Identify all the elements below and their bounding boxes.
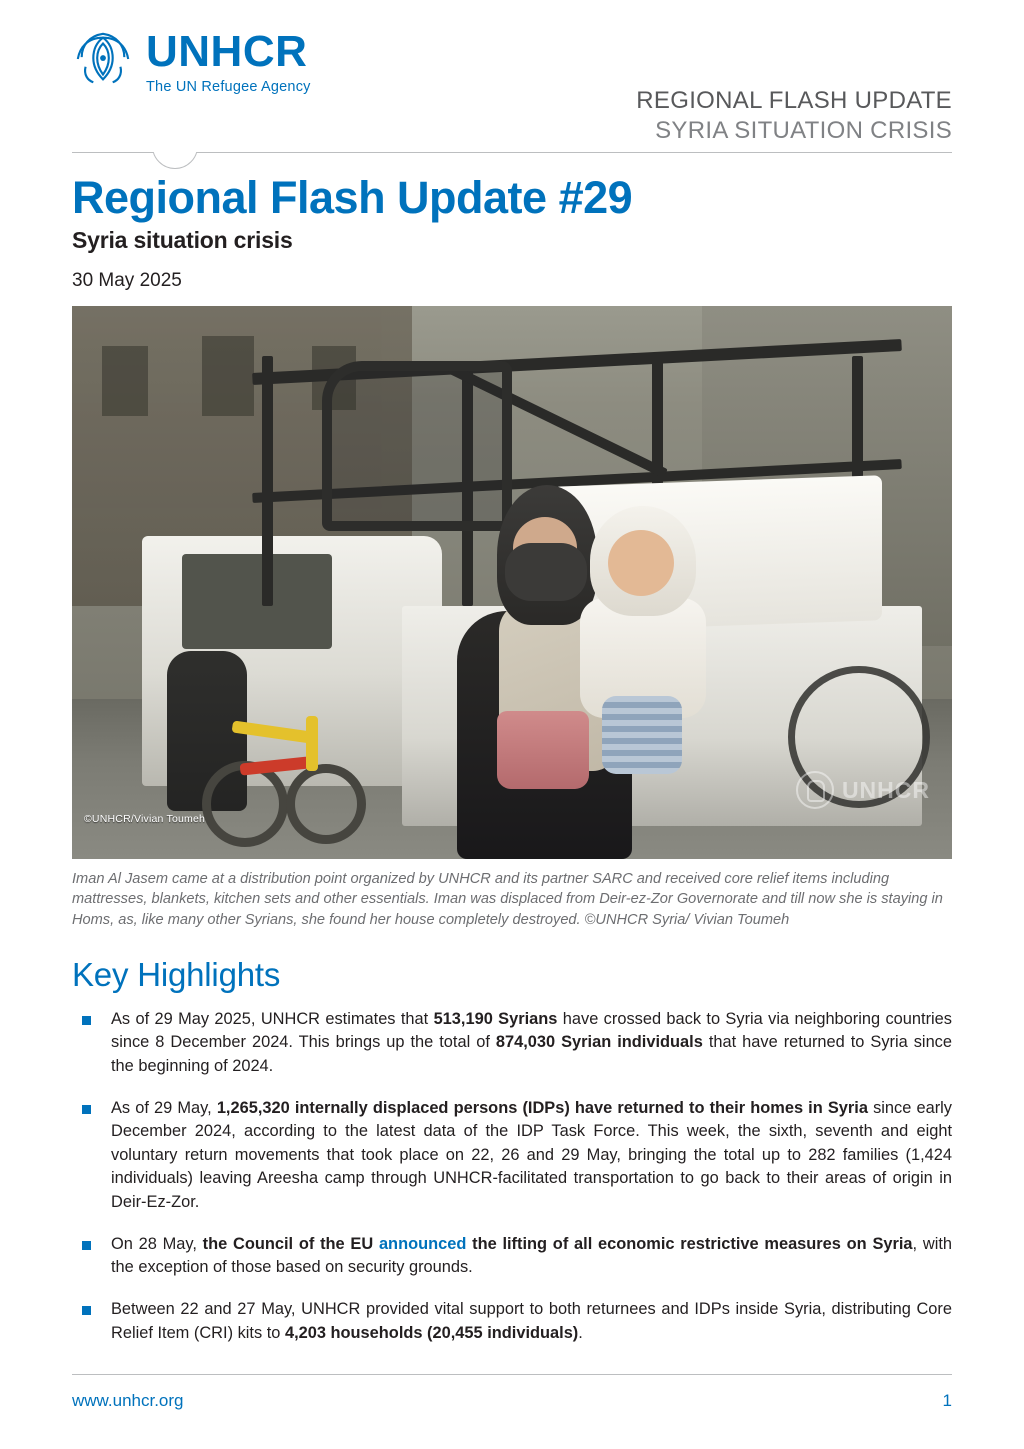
page-title: Regional Flash Update #29 <box>72 172 633 223</box>
watermark-word: UNHCR <box>841 776 930 803</box>
unhcr-logo-text <box>146 28 311 95</box>
header-notch-decoration <box>152 152 198 174</box>
key-highlights-list <box>72 1008 952 1346</box>
photo-handbag <box>497 711 589 789</box>
bullet-text: As of 29 May 2025, UNHCR estimates that 513,190 Syrians have crossed back to Syria via neighboring countries since 8 December 2024. This brings up the total of 874,030 Syrian individuals that have returned to Syria since the beginning of 2024. <box>111 1009 952 1075</box>
bullet-text: As of 29 May, 1,265,320 internally displaced persons (IDPs) have returned to their homes in Syria since early December 2024, according to the latest data of the IDP Task Force. This week, the sixth, seventh and eight voluntary return movements that took place on 22, 26 and 29 May, bringing the total up to 282 families (1,424 individuals) leaving Areesha camp through UNHCR-facilitated transportation to go back to their areas of origin in Deir-Ez-Zor. <box>111 1098 952 1211</box>
list-item <box>72 1097 952 1215</box>
hero-photo <box>72 306 952 859</box>
unhcr-wordmark: UNHCR <box>146 27 308 76</box>
header-divider <box>72 152 952 153</box>
header-line-syria-situation-crisis: SYRIA SITUATION CRISIS <box>655 117 952 144</box>
page-subtitle: Syria situation crisis <box>72 227 293 254</box>
header-document-type <box>636 28 952 146</box>
photo-caption: Iman Al Jasem came at a distribution point organized by UNHCR and its partner SARC and received core relief items including mattresses, blankets, kitchen sets and other essentials. Iman was displaced from Deir-ez-Zor Governorate and till now she is staying in Homs, as, like many other Syrians, she found her house completely destroyed. ©UNHCR Syria/ Vivian Toumeh <box>72 871 943 928</box>
hero-photo-container <box>72 306 952 859</box>
publication-date: 30 May 2025 <box>72 270 182 292</box>
bullet-marker-icon <box>82 1241 91 1250</box>
watermark-logo-icon <box>796 771 834 809</box>
header-line-regional-flash-update: REGIONAL FLASH UPDATE <box>636 87 952 114</box>
photo-childrens-bicycle <box>202 706 362 856</box>
document-footer <box>72 1391 952 1411</box>
bullet-marker-icon <box>82 1306 91 1315</box>
unhcr-logo <box>72 28 311 95</box>
unhcr-tagline: The UN Refugee Agency <box>146 79 311 95</box>
list-item <box>72 1298 952 1345</box>
bullet-text: On 28 May, the Council of the EU announced the lifting of all economic restrictive measures on Syria, with the exception of those based on security grounds. <box>111 1234 953 1277</box>
list-item <box>72 1008 952 1079</box>
photo-child-face <box>608 530 674 596</box>
footer-divider <box>72 1374 952 1375</box>
bullet-marker-icon <box>82 1105 91 1114</box>
footer-website-link[interactable]: www.unhcr.org <box>72 1391 184 1410</box>
bullet-marker-icon <box>82 1016 91 1025</box>
unhcr-logo-icon <box>72 28 134 90</box>
list-item <box>72 1233 952 1280</box>
document-header <box>0 0 1024 152</box>
photo-child <box>572 506 722 776</box>
photo-child-legs <box>602 696 682 774</box>
bullet-text: Between 22 and 27 May, UNHCR provided vital support to both returnees and IDPs inside Syria, distributing Core Relief Item (CRI) kits to 4,203 households (20,455 individuals). <box>111 1299 952 1342</box>
photo-embedded-credit: ©UNHCR/Vivian Toumeh <box>84 813 206 826</box>
photo-unhcr-watermark <box>796 771 930 809</box>
footer-page-number: 1 <box>942 1391 952 1410</box>
section-heading-key-highlights: Key Highlights <box>72 955 281 993</box>
